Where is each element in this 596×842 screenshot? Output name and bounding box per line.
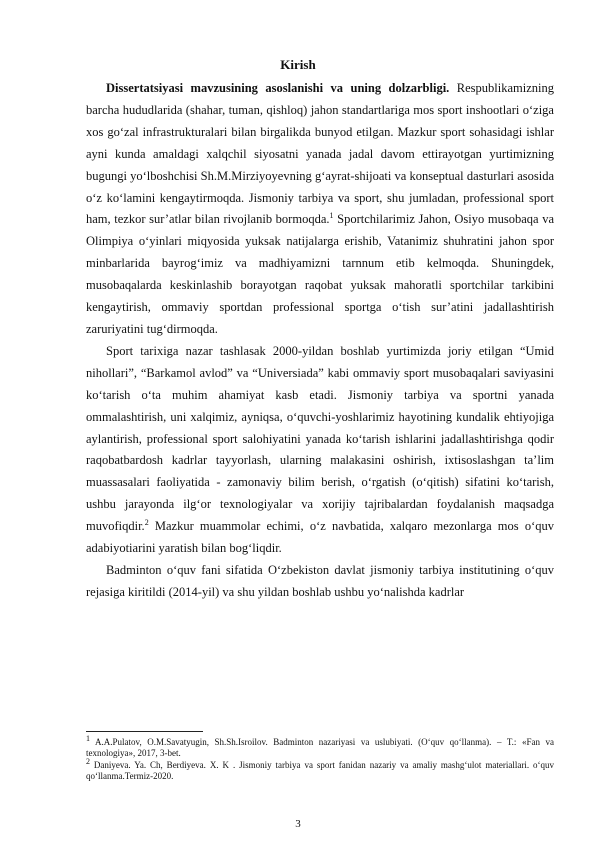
footnote-ref-1: 1 — [329, 211, 334, 221]
paragraph-2 — [86, 341, 554, 560]
paragraph-1 — [86, 78, 554, 341]
paragraph-text: Mazkur muammolar echimi, o‘z navbatida, xalqaro mezonlarga mos o‘quv adabiyotiarini yaratish bilan bog‘liqdir. — [86, 519, 554, 556]
footnote-number: 2 — [86, 756, 90, 766]
paragraph-lead-heading: Dissertatsiyasi mavzusining asoslanishi va uning dolzarbligi. — [106, 81, 450, 95]
paragraph-3 — [86, 560, 554, 604]
page-number: 3 — [295, 818, 301, 830]
paragraph-text: Sport tarixiga nazar tashlasak 2000-yildan boshlab yurtimizda joriy etilgan “Umid nihollari”, “Barkamol avlod” va “Universiada” kabi ommaviy sport musobaqalari saviyasini ko‘tarish o‘ta muhim ahamiyat kasb etadi. Jismoniy tarbiya va sportni yanada ommalashtirish, uni xalqimiz, ayniqsa, o‘quvchi-yoshlarimiz hayotining kundalik ehtiyojiga aylantirish, professional sport salohiyatini yanada ko‘tarish ishlarini jadallashtirishga qodir raqobatbardosh kadrlar tayyorlash, ularning malakasini oshirish, ixtisoslashgan ta’lim muassasalari faoliyatida - zamonaviy bilim berish, o‘rgatish (o‘qitish) sifatini ko‘tarish, ushbu jarayonda ilg‘or texnologiyalar va xorijiy tajribalardan foydalanish maqsadga muvofiqdir. — [86, 343, 554, 534]
footnote-1 — [86, 734, 554, 760]
footnote-ref-2: 2 — [144, 517, 149, 527]
paragraph-text: Sportchilarimiz Jahon, Osiyo musobaqa va Olimpiya o‘yinlari miqyosida yuksak natijalarga erishib, Vatanimiz shuhratini jahon spor minbarlarida bayrog‘imiz va madhiyamizni tarnnum etib kelmoqda. Shuningdek, musobaqalarda keskinlashib borayotgan raqobat yuksak mahoratli sportchilar tarkibini kengaytirish, ommaviy sportdan professional sportga o‘tish sur’atini jadallashtirish zaruriyatini tug‘dirmoqda. — [86, 212, 554, 336]
footnote-text: Daniyeva. Ya. Ch, Berdiyeva. X. K . Jismoniy tarbiya va sport fanidan nazariy va amaliy mashg‘ulot materiallari. o‘quv qo‘llanma.Termiz-2020. — [86, 759, 554, 782]
footnote-2 — [86, 756, 554, 783]
paragraph-text: Respublikamizning barcha hududlarida (shahar, tuman, qishloq) jahon standartlariga mos sport inshootlari o‘ziga xos go‘zal infrastrukturalari bilan birgalikda bunyod etilgan. Mazkur sport sohasidagi ishlar ayni kunda amaldagi xalqchil siyosatni yanada jadal davom ettirayotgan yurtimizning bugungi yo‘lboshchisi Sh.M.Mirziyoyevning g‘ayrat-shijoati va konseptual dasturlari asosida o‘z ko‘lamini kengaytirmoqda. Jismoniy tarbiya va sport, shu jumladan, professional sport ham, tezkor sur’atlar bilan rivojlanib bormoqda. — [86, 81, 554, 227]
paragraph-text: Badminton o‘quv fani sifatida O‘zbekiston davlat jismoniy tarbiya institutining o‘quv rejasiga kiritildi (2014-yil) va shu yildan boshlab ushbu yo‘nalishda kadrlar — [86, 562, 554, 599]
footnote-number: 1 — [86, 734, 90, 743]
footnote-text: A.A.Pulatov, O.M.Savatyugin, Sh.Sh.Isroilov. Badminton nazariyasi va uslubiyati. (O‘quv qo‘llanma). – T.: «Fan va texnologiya», 2017, 3-bet. — [86, 737, 554, 759]
footnote-separator — [86, 731, 203, 732]
section-title: Kirish — [280, 57, 316, 72]
footnotes — [86, 734, 554, 783]
body-text — [86, 78, 554, 604]
